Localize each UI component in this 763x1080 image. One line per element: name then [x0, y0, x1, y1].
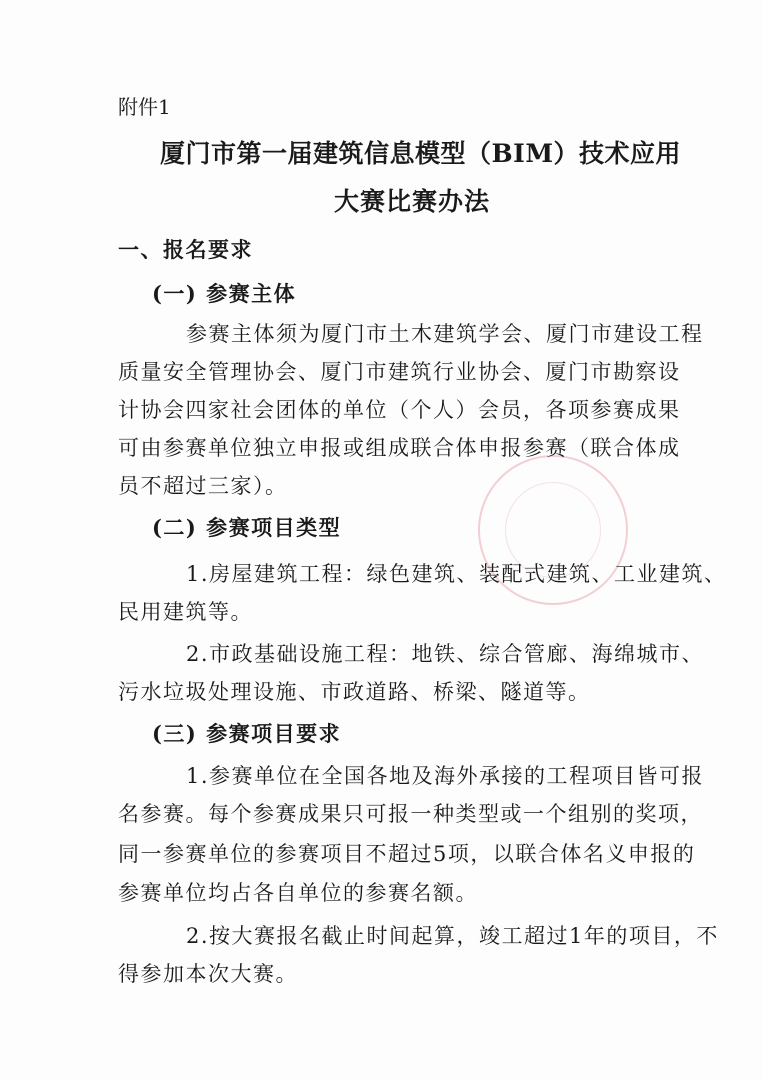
paragraph-line: 2.市政基础设施工程：地铁、综合管廊、海绵城市、 [186, 642, 705, 666]
annex-label: 附件1 [118, 95, 171, 119]
paragraph-line: 得参加本次大赛。 [118, 962, 298, 986]
section-heading-registration: 一、报名要求 [118, 237, 253, 262]
paragraph-line: 参赛单位均占各自单位的参赛名额。 [118, 881, 478, 905]
paragraph-line: 1.参赛单位在全国各地及海外承接的工程项目皆可报 [186, 764, 705, 788]
paragraph-line: 计协会四家社会团体的单位（个人）会员，各项参赛成果 [118, 398, 681, 422]
paragraph-line: 民用建筑等。 [118, 600, 253, 624]
paragraph-line: 员不超过三家）。 [118, 474, 288, 498]
paragraph-line: 名参赛。每个参赛成果只可报一种类型或一个组别的奖项， [118, 802, 703, 826]
paragraph-line: 1.房屋建筑工程：绿色建筑、装配式建筑、工业建筑、 [186, 562, 727, 586]
subsection-heading-project-types: (二) 参赛项目类型 [152, 515, 342, 540]
paragraph-line: 污水垃圾处理设施、市政道路、桥梁、隧道等。 [118, 680, 591, 704]
paragraph-line: 质量安全管理协会、厦门市建筑行业协会、厦门市勘察设 [118, 360, 681, 384]
document-title-line-1: 厦门市第一届建筑信息模型（BIM）技术应用 [160, 139, 681, 168]
document-title-line-2: 大赛比赛办法 [334, 187, 491, 216]
paragraph-line: 参赛主体须为厦门市土木建筑学会、厦门市建设工程 [186, 322, 704, 346]
paragraph-line: 2.按大赛报名截止时间起算，竣工超过1年的项目，不 [186, 924, 719, 948]
paragraph-line: 同一参赛单位的参赛项目不超过5项，以联合体名义申报的 [118, 842, 696, 866]
paragraph-line: 可由参赛单位独立申报或组成联合体申报参赛（联合体成 [118, 436, 681, 460]
subsection-heading-participants: (一) 参赛主体 [152, 281, 297, 306]
subsection-heading-project-requirements: (三) 参赛项目要求 [152, 721, 342, 746]
